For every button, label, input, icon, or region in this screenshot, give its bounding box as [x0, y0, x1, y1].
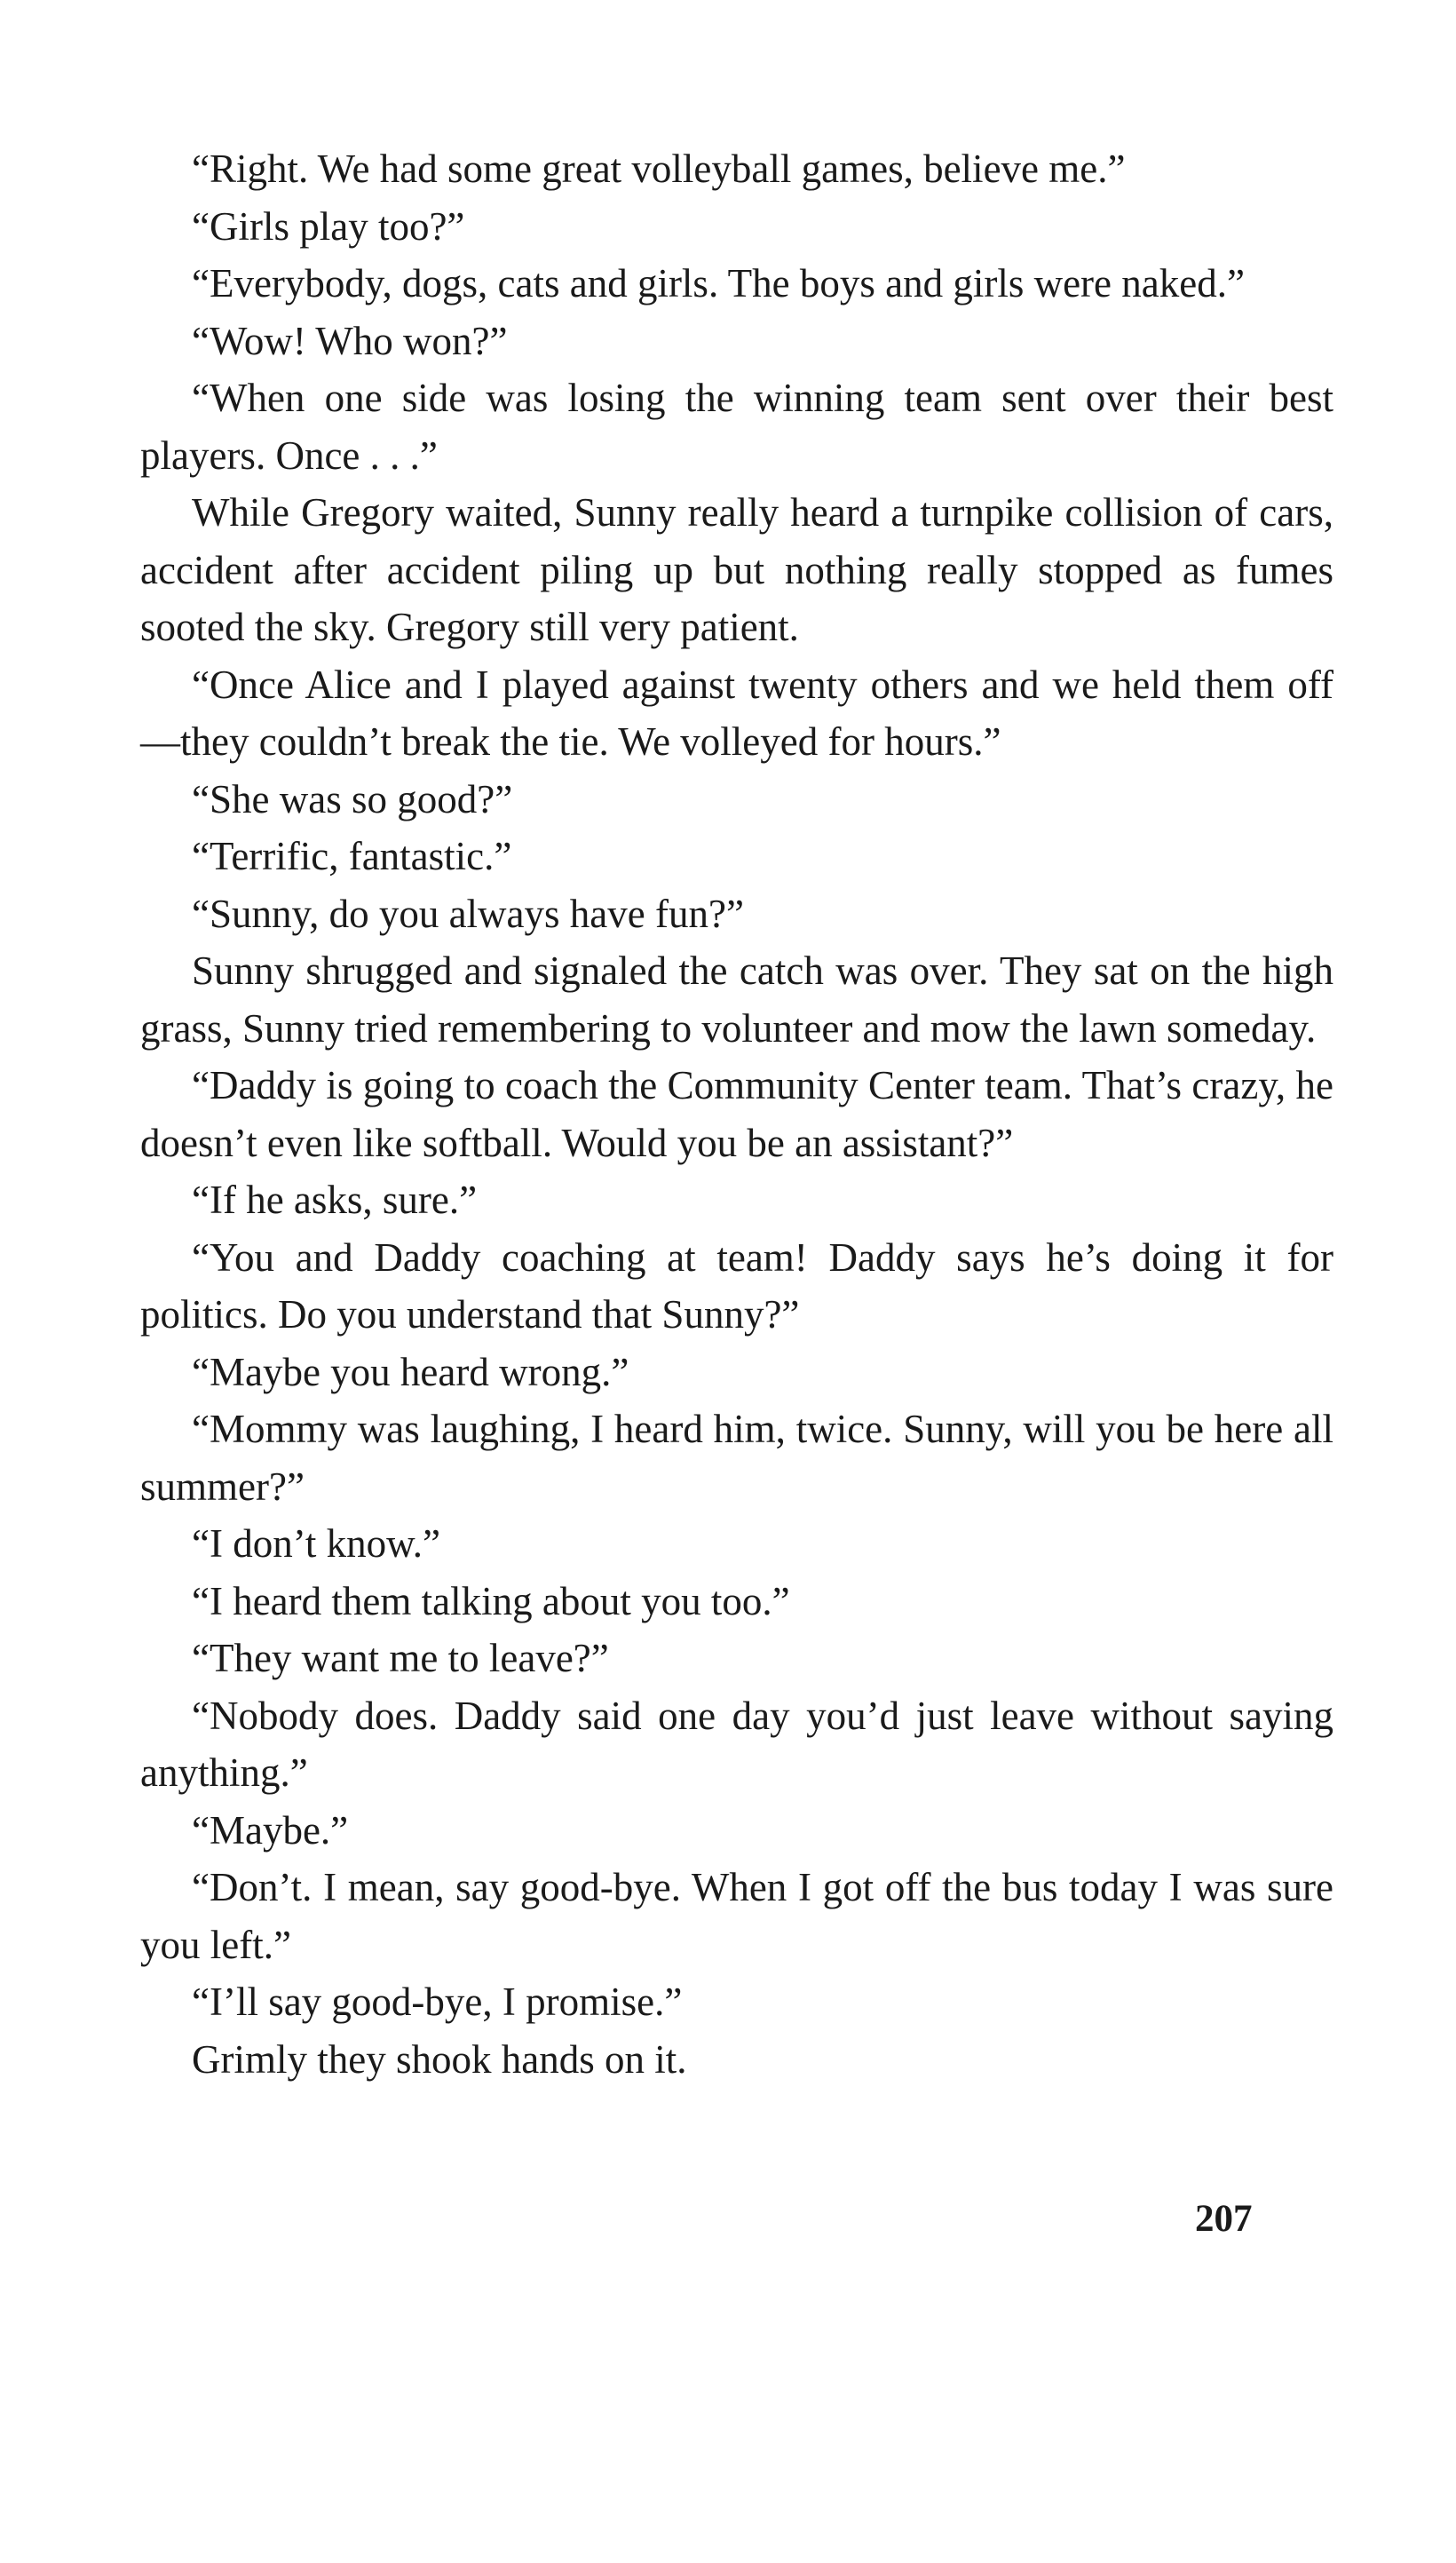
- paragraph: “Terrific, fantastic.”: [192, 834, 512, 878]
- page-number: 207: [1195, 2198, 1253, 2240]
- paragraph: “Sunny, do you always have fun?”: [192, 891, 744, 936]
- paragraph: “I’ll say good-bye, I promise.”: [192, 1980, 683, 2024]
- paragraph: “You and Daddy coaching at team! Daddy says he’s doing it for politics. Do you understand that Sunny?”: [140, 1234, 1333, 1337]
- paragraph: “I don’t know.”: [192, 1521, 440, 1566]
- paragraph: “They want me to leave?”: [192, 1636, 609, 1680]
- paragraph: “Right. We had some great volleyball games, believe me.”: [192, 147, 1126, 191]
- paragraph: “Everybody, dogs, cats and girls. The boys and girls were naked.”: [192, 261, 1245, 305]
- paragraph: “When one side was losing the winning team sent over their best players. Once . . .”: [140, 376, 1333, 478]
- paragraph: “Daddy is going to coach the Community Center team. That’s crazy, he doesn’t even like softball. Would you be an assistant?”: [140, 1063, 1333, 1165]
- paragraph: Grimly they shook hands on it.: [192, 2036, 687, 2082]
- paragraph: “Nobody does. Daddy said one day you’d just leave without saying anything.”: [140, 1693, 1333, 1795]
- paragraph: “Mommy was laughing, I heard him, twice. Sunny, will you be here all summer?”: [140, 1407, 1333, 1509]
- paragraph: “I heard them talking about you too.”: [192, 1578, 790, 1623]
- body-text: [140, 140, 1333, 2088]
- paragraph: “Girls play too?”: [192, 203, 465, 249]
- paragraph: While Gregory waited, Sunny really heard a turnpike collision of cars, accident after accident piling up but nothing really stopped as fumes sooted the sky. Gregory still very patient.: [140, 490, 1333, 649]
- paragraph: Sunny shrugged and signaled the catch was over. They sat on the high grass, Sunny tried remembering to volunteer and mow the lawn someday.: [140, 948, 1333, 1051]
- paragraph: “She was so good?”: [192, 776, 513, 821]
- paragraph: “Once Alice and I played against twenty others and we held them off—they couldn’t break the tie. We volleyed for hours.”: [140, 662, 1333, 764]
- paragraph: “Wow! Who won?”: [192, 318, 508, 363]
- paragraph: “Maybe you heard wrong.”: [192, 1349, 629, 1394]
- paragraph: “Maybe.”: [192, 1807, 349, 1853]
- paragraph: “Don’t. I mean, say good-bye. When I got off the bus today I was sure you left.”: [140, 1865, 1333, 1967]
- paragraph: “If he asks, sure.”: [192, 1178, 478, 1222]
